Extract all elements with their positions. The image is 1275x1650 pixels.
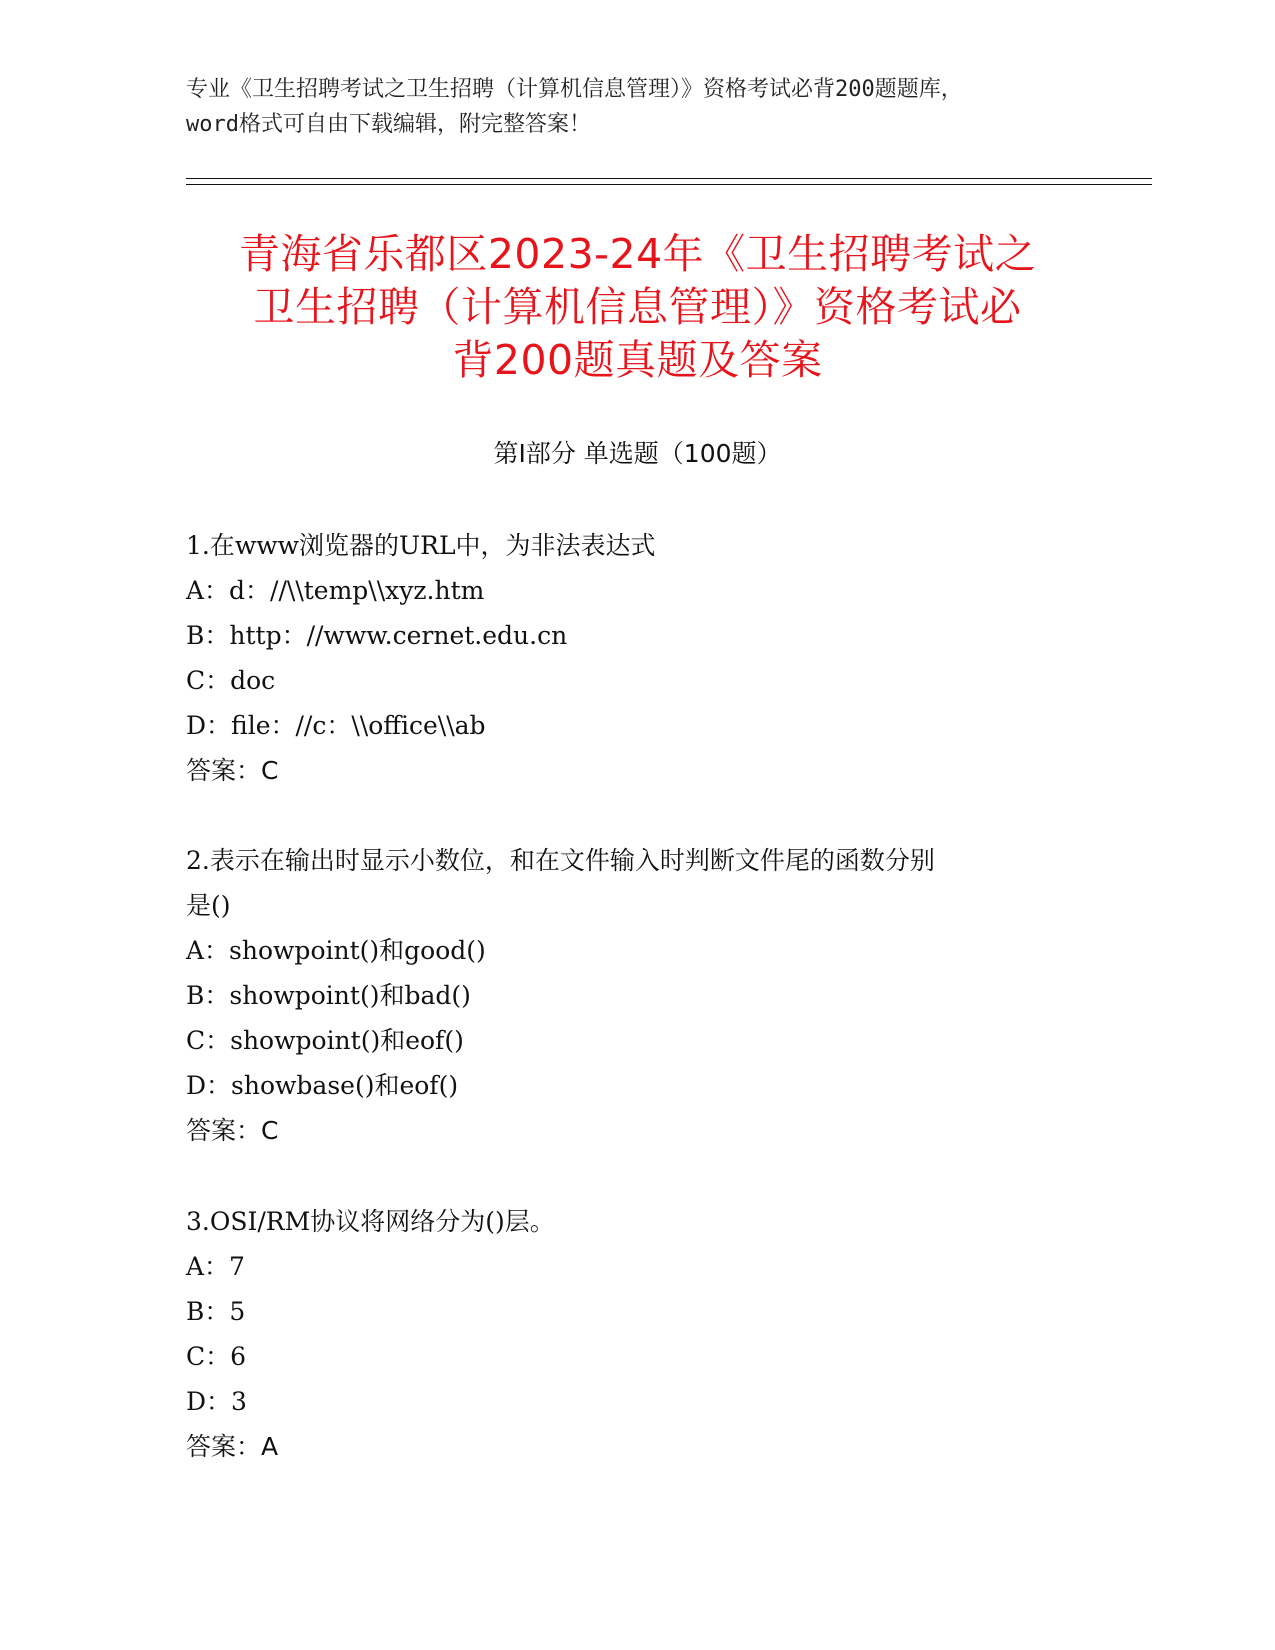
option-c: C：doc: [186, 666, 276, 695]
header-note: [186, 72, 1086, 142]
answer-line: 答案：C: [186, 1116, 279, 1145]
document-title-line: 背200题真题及答案: [452, 336, 823, 384]
header-note-line: 专业《卫生招聘考试之卫生招聘（计算机信息管理）》资格考试必背200题题库，: [186, 77, 963, 102]
document-title-line: 卫生招聘（计算机信息管理）》资格考试必: [253, 283, 1022, 331]
option-d: D：3: [186, 1387, 247, 1416]
question-stem: [186, 523, 1086, 568]
option-d: D：showbase()和eof(): [186, 1071, 459, 1100]
option-a: A：d：//\\temp\\xyz.htm: [186, 576, 485, 605]
question-item: [186, 838, 1086, 1153]
option-c: C：showpoint()和eof(): [186, 1026, 464, 1055]
option-c: C：6: [186, 1342, 247, 1371]
header-note-line: word格式可自由下载编辑，附完整答案！: [186, 112, 591, 137]
header-divider: [186, 184, 1152, 185]
option-a: A：7: [186, 1252, 245, 1281]
option-b: B：showpoint()和bad(): [186, 981, 471, 1010]
question-stem: [186, 1199, 1086, 1244]
option-b: B：5: [186, 1297, 246, 1326]
question-stem-line: 3.OSI/RM协议将网络分为()层。: [186, 1207, 555, 1236]
option-b: B：http：//www.cernet.edu.cn: [186, 621, 568, 650]
question-item: [186, 1199, 1086, 1469]
answer-line: 答案：C: [186, 756, 279, 785]
section-heading: 第Ⅰ部分 单选题（100题）: [493, 439, 782, 468]
header-divider: [186, 178, 1152, 179]
document-title: [170, 228, 1105, 387]
document-title-line: 青海省乐都区2023-24年《卫生招聘考试之: [238, 230, 1037, 278]
question-stem-line: 是(): [186, 891, 231, 920]
question-stem-line: 2.表示在输出时显示小数位，和在文件输入时判断文件尾的函数分别: [186, 846, 935, 875]
question-stem: [186, 838, 1086, 928]
question-stem-line: 1.在www浏览器的URL中，为非法表达式: [186, 531, 656, 560]
option-a: A：showpoint()和good(): [186, 936, 486, 965]
question-item: [186, 523, 1086, 793]
answer-line: 答案：A: [186, 1432, 279, 1461]
option-d: D：file：//c：\\office\\ab: [186, 711, 486, 740]
